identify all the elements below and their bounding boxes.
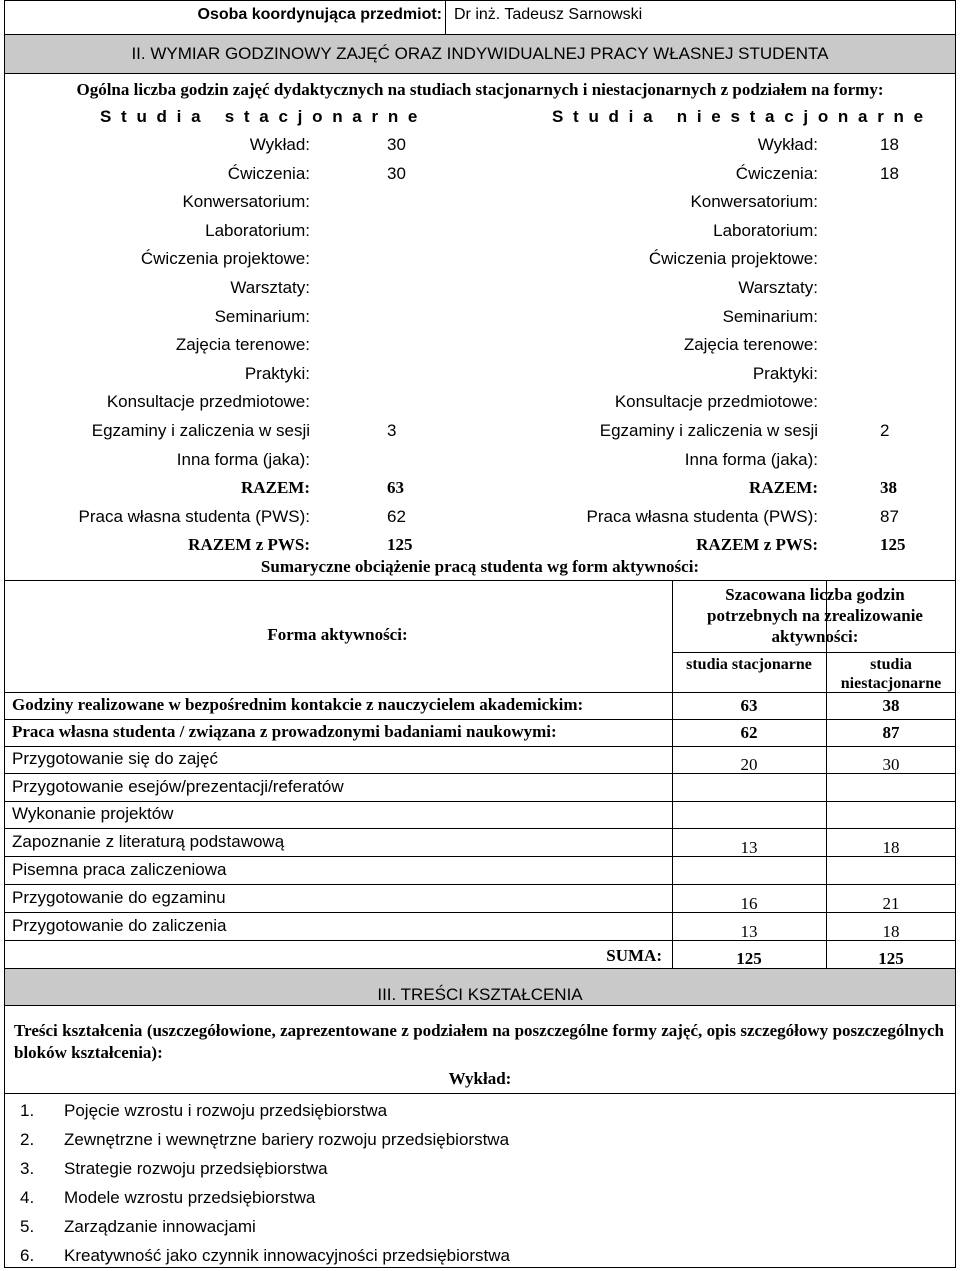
hours-label-stac: Ćwiczenia projektowe: xyxy=(140,249,310,269)
hours-header: Szacowana liczba godzin potrzebnych na zrealizowanie aktywności: xyxy=(707,585,923,646)
activity-label: Godziny realizowane w bezpośrednim kontakcie z nauczycielem akademickim: xyxy=(12,695,584,714)
hours-label-niestac: Egzaminy i zaliczenia w sesji xyxy=(599,421,818,440)
hours-label-stac: RAZEM: xyxy=(241,478,310,498)
hours-value-stac: 30 xyxy=(387,135,406,154)
activity-stac: 20 xyxy=(740,755,758,774)
hours-label-niestac: Konsultacje przedmiotowe: xyxy=(614,392,818,412)
hours-value-stac: 125 xyxy=(387,535,413,555)
activity-stac: 62 xyxy=(740,723,758,742)
hours-value-niestac: 18 xyxy=(880,163,899,183)
row-divider xyxy=(4,719,956,720)
hours-value-niestac: 125 xyxy=(880,535,906,555)
hours-label-stac: Praca własna studenta (PWS): xyxy=(78,506,310,526)
hours-value-stac: 3 xyxy=(387,421,397,440)
topic-text: Zarządzanie innowacjami xyxy=(64,1217,256,1236)
hours-label-stac: RAZEM z PWS: xyxy=(188,535,310,555)
topic-number: 6. xyxy=(20,1246,35,1265)
activity-label: Przygotowanie esejów/prezentacji/referatów xyxy=(12,777,344,796)
topic-number: 2. xyxy=(20,1130,35,1149)
topic-number: 1. xyxy=(20,1101,35,1120)
suma-label: SUMA: xyxy=(606,946,662,965)
suma-stac: 125 xyxy=(736,949,762,968)
activity-label: Przygotowanie do zaliczenia xyxy=(12,916,227,935)
hours-label-stac: Ćwiczenia: xyxy=(227,163,310,183)
row-divider xyxy=(4,856,956,857)
hours-label-niestac: Warsztaty: xyxy=(738,278,818,297)
activity-niestac: 87 xyxy=(882,723,900,742)
topic-text: Strategie rozwoju przedsiębiorstwa xyxy=(64,1159,328,1178)
activity-label: Przygotowanie do egzaminu xyxy=(12,888,226,907)
section3-intro: Treści kształcenia (uszczegółowione, zaprezentowane z podziałem na poszczególne formy zajęć, opis szczegółowy poszczególnych bloków kształcenia): xyxy=(14,1021,944,1062)
activity-stac: 16 xyxy=(740,894,758,913)
activity-niestac: 18 xyxy=(882,922,900,941)
hours-label-stac: Laboratorium: xyxy=(205,220,310,240)
topic-number: 4. xyxy=(20,1188,35,1207)
forma-header: Forma aktywności: xyxy=(267,625,408,644)
col-studia-niestac: studia niestacjonarne xyxy=(840,656,942,692)
row-divider xyxy=(4,884,956,885)
hours-value-niestac: 18 xyxy=(880,135,899,154)
topic-text: Kreatywność jako czynnik innowacyjności przedsiębiorstwa xyxy=(64,1246,510,1265)
hours-label-niestac: Wykład: xyxy=(757,135,818,154)
lecture-label: Wykład: xyxy=(448,1069,512,1088)
hours-value-stac: 30 xyxy=(387,163,406,183)
section2-intro: Ogólna liczba godzin zajęć dydaktycznych na studiach stacjonarnych i niestacjonarnych z podziałem na formy: xyxy=(76,80,884,99)
activity-niestac: 30 xyxy=(882,755,900,774)
activity-niestac: 18 xyxy=(882,838,900,857)
hours-label-stac: Konsultacje przedmiotowe: xyxy=(106,392,310,412)
hours-value-niestac: 87 xyxy=(880,506,899,526)
activity-label: Przygotowanie się do zajęć xyxy=(12,749,219,768)
coordinator-label: Osoba koordynująca przedmiot: xyxy=(197,6,442,23)
activity-label: Zapoznanie z literaturą podstawową xyxy=(12,832,285,851)
hours-label-stac: Praktyki: xyxy=(244,363,310,383)
row-divider xyxy=(4,801,956,802)
row-divider xyxy=(4,940,956,941)
col-studia-stac: studia stacjonarne xyxy=(686,656,812,673)
hours-label-stac: Wykład: xyxy=(249,135,310,154)
activity-stac: 13 xyxy=(740,838,758,857)
hours-label-stac: Seminarium: xyxy=(214,306,310,326)
row-divider xyxy=(4,773,956,774)
hours-value-stac: 62 xyxy=(387,506,406,526)
topic-number: 3. xyxy=(20,1159,35,1178)
section3-title: III. TREŚCI KSZTAŁCENIA xyxy=(377,985,583,1004)
activity-label: Wykonanie projektów xyxy=(12,804,174,823)
section2-title: II. WYMIAR GODZINOWY ZAJĘĆ ORAZ INDYWIDUALNEJ PRACY WŁASNEJ STUDENTA xyxy=(131,44,829,63)
hours-value-niestac: 38 xyxy=(880,478,897,498)
hours-label-niestac: Praca własna studenta (PWS): xyxy=(586,506,818,526)
hours-label-niestac: Inna forma (jaka): xyxy=(684,449,818,469)
coordinator-value: Dr inż. Tadeusz Sarnowski xyxy=(454,6,643,23)
row-divider xyxy=(4,828,956,829)
activity-stac: 63 xyxy=(740,696,758,715)
hours-label-niestac: Konwersatorium: xyxy=(690,192,818,212)
topic-text: Pojęcie wzrostu i rozwoju przedsiębiorstwa xyxy=(64,1101,388,1120)
workload-title: Sumaryczne obciążenie pracą studenta wg form aktywności: xyxy=(260,557,700,576)
hours-value-stac: 63 xyxy=(387,478,404,498)
col-niestacjonarne: S t u d i a n i e s t a c j o n a r n e xyxy=(552,107,926,126)
hours-label-niestac: Laboratorium: xyxy=(713,220,818,240)
hours-label-stac: Inna forma (jaka): xyxy=(176,449,310,469)
hours-label-niestac: Ćwiczenia projektowe: xyxy=(648,249,818,269)
activity-label: Praca własna studenta / związana z prowadzonymi badaniami naukowymi: xyxy=(12,722,557,741)
hours-label-stac: Egzaminy i zaliczenia w sesji xyxy=(91,421,310,440)
activity-stac: 13 xyxy=(740,922,758,941)
hours-label-niestac: Zajęcia terenowe: xyxy=(683,335,818,355)
hours-label-niestac: Praktyki: xyxy=(752,363,818,383)
hours-label-stac: Zajęcia terenowe: xyxy=(175,335,310,355)
hours-label-niestac: Ćwiczenia: xyxy=(735,163,818,183)
col-stacjonarne: S t u d i a s t a c j o n a r n e xyxy=(100,107,420,126)
hours-label-niestac: Seminarium: xyxy=(722,306,818,326)
activity-niestac: 21 xyxy=(882,894,900,913)
hours-label-stac: Warsztaty: xyxy=(230,278,310,297)
hours-label-stac: Konwersatorium: xyxy=(182,192,310,212)
suma-niestac: 125 xyxy=(878,949,904,968)
hours-value-niestac: 2 xyxy=(880,421,890,440)
row-divider xyxy=(4,912,956,913)
activity-label: Pisemna praca zaliczeniowa xyxy=(12,860,227,879)
topic-number: 5. xyxy=(20,1217,35,1236)
topic-text: Zewnętrzne i wewnętrzne bariery rozwoju przedsiębiorstwa xyxy=(64,1130,510,1149)
hours-label-niestac: RAZEM: xyxy=(749,478,818,498)
topic-text: Modele wzrostu przedsiębiorstwa xyxy=(64,1188,316,1207)
row-divider xyxy=(4,746,956,747)
activity-niestac: 38 xyxy=(882,696,900,715)
hours-label-niestac: RAZEM z PWS: xyxy=(696,535,818,555)
